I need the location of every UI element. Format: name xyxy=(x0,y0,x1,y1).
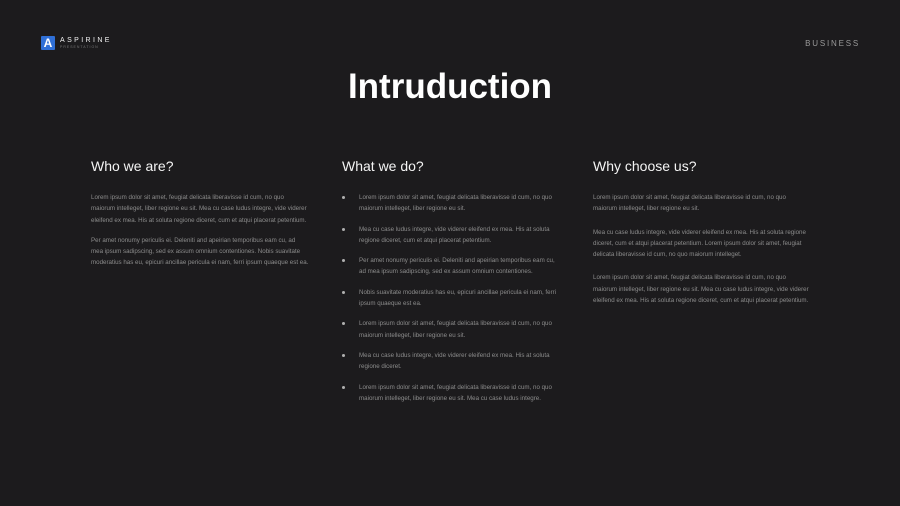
column-paragraph: Mea cu case ludus integre, vide viderer eleifend ex mea. His at soluta regione diceret, cum et atqui placerat petentium. Lorem ipsum dolor sit amet, feugiat delicata liberavisse id cum, no quo maiorum intelleget. xyxy=(593,228,806,259)
list-item: Lorem ipsum dolor sit amet, feugiat delicata liberavisse id cum, no quo maiorum intelleget, liber regione eu sit. Mea cu case ludus integre. xyxy=(342,382,560,405)
column-heading: Why choose us? xyxy=(593,158,697,174)
column-heading: What we do? xyxy=(342,158,424,174)
column-paragraph: Lorem ipsum dolor sit amet, feugiat delicata liberavisse id cum, no quo maiorum intelleget, liber regione eu sit. Mea cu case ludus integre, vide viderer eleifend ex mea. His at soluta regione diceret, cum et atqui placerat petentium. xyxy=(593,274,809,305)
list-item: Mea cu case ludus integre, vide viderer eleifend ex mea. His at soluta regione diceret. xyxy=(342,350,560,373)
list-item: Lorem ipsum dolor sit amet, feugiat delicata liberavisse id cum, no quo maiorum intelleget, liber regione eu sit. xyxy=(342,318,560,341)
column-heading: Who we are? xyxy=(91,158,174,174)
brand-name: ASPIRINE xyxy=(60,36,112,44)
bullet-list xyxy=(342,192,560,404)
list-item: Nobis suavitate moderatius has eu, epicuri ancillae pericula ei nam, ferri ipsum quaeque est ea. xyxy=(342,287,560,310)
column-why-choose-us xyxy=(593,158,811,318)
column-paragraph: Lorem ipsum dolor sit amet, feugiat delicata liberavisse id cum, no quo maiorum intelleget, liber regione eu sit. xyxy=(593,194,786,213)
section-label: BUSINESS xyxy=(805,39,860,48)
slide-title: Intruduction xyxy=(347,67,553,106)
column-who-we-are xyxy=(91,158,309,278)
brand-logo xyxy=(41,36,112,50)
list-item: Per amet nonumy periculis ei. Deleniti and apeirian temporibus eam cu, ad mea ipsum sadipscing, sed ex assum omnium contentiones. xyxy=(342,255,560,278)
brand-logo-text xyxy=(60,37,112,50)
brand-tagline: PRESENTATION xyxy=(60,44,99,49)
brand-logo-icon: A xyxy=(41,36,55,50)
list-item: Lorem ipsum dolor sit amet, feugiat delicata liberavisse id cum, no quo maiorum intelleget, liber regione eu sit. xyxy=(342,192,560,215)
column-paragraph: Per amet nonumy periculis ei. Deleniti and apeirian temporibus eam cu, ad mea ipsum sadipscing, sed ex assum omnium contentiones. Nobis suavitate moderatius has eu, epicuri ancillae pericula ei nam, ferri ipsum quaeque est ea. xyxy=(91,236,309,267)
column-what-we-do xyxy=(342,158,560,413)
column-paragraph: Lorem ipsum dolor sit amet, feugiat delicata liberavisse id cum, no quo maiorum intelleget, liber regione eu sit. Mea cu case ludus integre, vide viderer eleifend ex mea. His at soluta regione diceret, cum et atqui placerat petentium. xyxy=(91,194,307,224)
list-item: Mea cu case ludus integre, vide viderer eleifend ex mea. His at soluta regione diceret, cum et atqui placerat petentium. xyxy=(342,224,560,247)
